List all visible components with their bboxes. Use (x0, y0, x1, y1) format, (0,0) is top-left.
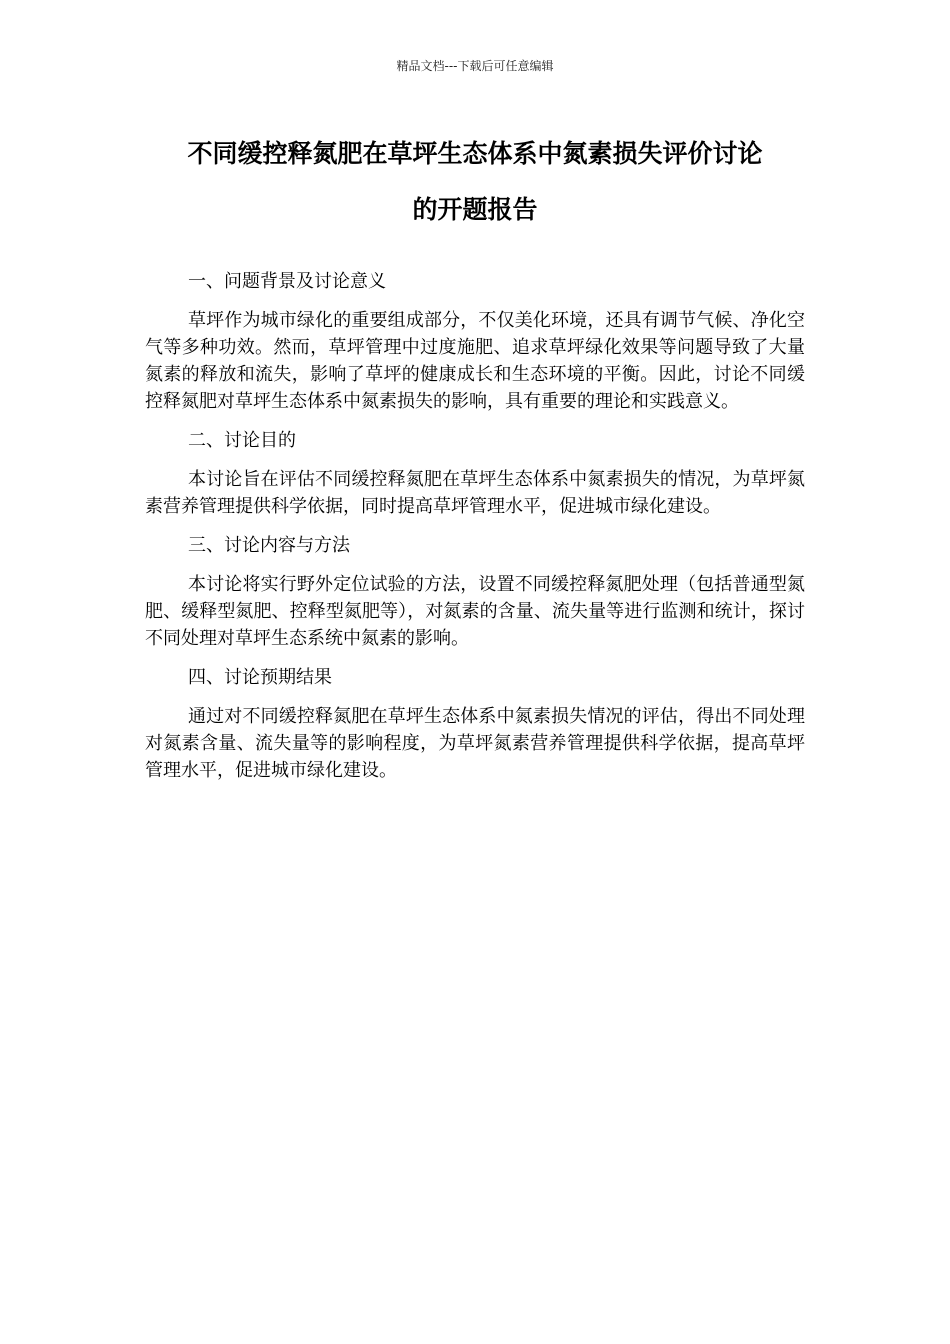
header-note: 精品文档---下载后可任意编辑 (396, 59, 554, 73)
document-title-line-2: 的开题报告 (412, 195, 538, 224)
section-paragraph-purpose: 本讨论旨在评估不同缓控释氮肥在草坪生态体系中氮素损失的情况，为草坪氮素营养管理提供科学依据，同时提高草坪管理水平，促进城市绿化建设。 (145, 469, 805, 517)
section-heading-expected-results: 四、讨论预期结果 (188, 667, 332, 688)
document-body (145, 268, 805, 796)
section-heading-purpose: 二、讨论目的 (188, 430, 296, 451)
document-title-line-1: 不同缓控释氮肥在草坪生态体系中氮素损失评价讨论 (187, 139, 763, 168)
section-paragraph-expected-results: 通过对不同缓控释氮肥在草坪生态体系中氮素损失情况的评估，得出不同处理对氮素含量、流失量等的影响程度，为草坪氮素营养管理提供科学依据，提高草坪管理水平，促进城市绿化建设。 (145, 706, 805, 781)
section-heading-methods: 三、讨论内容与方法 (188, 535, 350, 556)
section-paragraph-methods: 本讨论将实行野外定位试验的方法，设置不同缓控释氮肥处理（包括普通型氮肥、缓释型氮肥、控释型氮肥等），对氮素的含量、流失量等进行监测和统计，探讨不同处理对草坪生态系统中氮素的影响。 (145, 574, 805, 649)
section-paragraph-background: 草坪作为城市绿化的重要组成部分，不仅美化环境，还具有调节气候、净化空气等多种功效。然而，草坪管理中过度施肥、追求草坪绿化效果等问题导致了大量氮素的释放和流失，影响了草坪的健康成长和生态环境的平衡。因此，讨论不同缓控释氮肥对草坪生态体系中氮素损失的影响，具有重要的理论和实践意义。 (145, 310, 805, 412)
section-heading-background: 一、问题背景及讨论意义 (188, 271, 386, 292)
